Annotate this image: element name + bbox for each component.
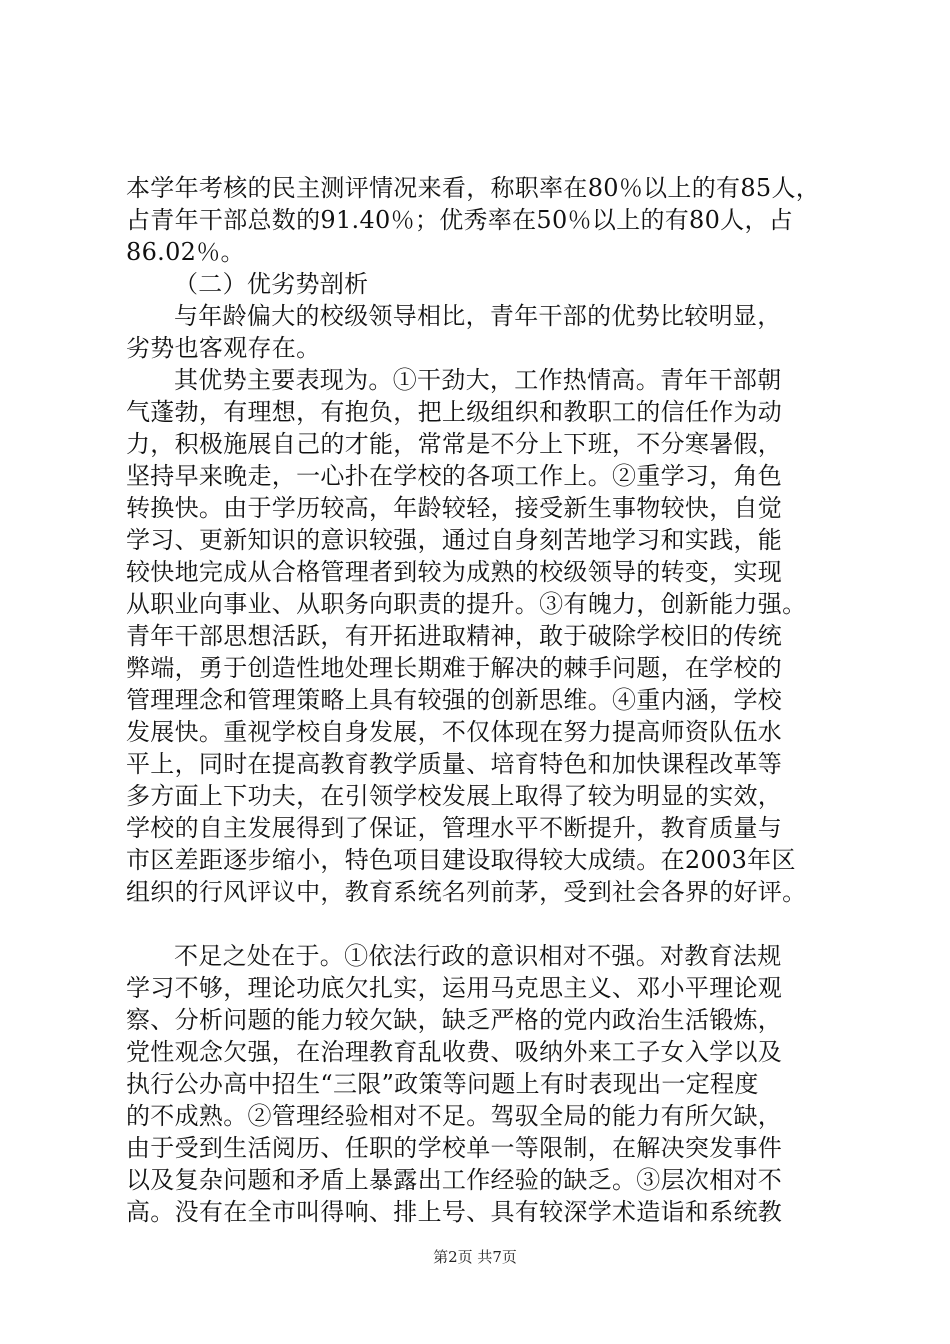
paragraph-gap (126, 908, 856, 940)
text-line: 气蓬勃，有理想，有抱负，把上级组织和教职工的信任作为动 (126, 398, 783, 426)
text-line: 坚持早来晚走，一心扑在学校的各项工作上。②重学习，角色 (126, 462, 783, 490)
text-line: 执行公办高中招生“三限”政策等问题上有时表现出一定程度 (126, 1070, 759, 1098)
text-line: 青年干部思想活跃，有开拓进取精神，敢于破除学校旧的传统 (126, 622, 783, 650)
text-line: 组织的行风评议中，教育系统名列前茅，受到社会各界的好评。 (126, 878, 807, 906)
text-line: 弊端，勇于创造性地处理长期难于解决的棘手问题，在学校的 (126, 654, 783, 682)
text-line: 转换快。由于学历较高，年龄较轻，接受新生事物较快，自觉 (126, 494, 783, 522)
text-line: 学习不够，理论功底欠扎实，运用马克思主义、邓小平理论观 (126, 974, 783, 1002)
text-line: 较快地完成从合格管理者到较为成熟的校级领导的转变，实现 (126, 558, 783, 586)
text-line: 平上，同时在提高教育教学质量、培育特色和加快课程改革等 (126, 750, 783, 778)
text-line: 本学年考核的民主测评情况来看，称职率在80％以上的有85人， (126, 174, 821, 202)
text-line: 其优势主要表现为。①干劲大，工作热情高。青年干部朝 (174, 366, 782, 394)
text-line: 不足之处在于。①依法行政的意识相对不强。对教育法规 (174, 942, 782, 970)
section-heading: （二）优劣势剖析 (174, 270, 369, 298)
text-line: 党性观念欠强，在治理教育乱收费、吸纳外来工子女入学以及 (126, 1038, 783, 1066)
text-line: 86.02％。 (126, 238, 245, 266)
text-line: 与年龄偏大的校级领导相比，青年干部的优势比较明显， (174, 302, 782, 330)
document-body (126, 172, 856, 1228)
text-line: 管理理念和管理策略上具有较强的创新思维。④重内涵，学校 (126, 686, 783, 714)
text-line: 劣势也客观存在。 (126, 334, 321, 362)
page-number-footer: 第2页 共7页 (433, 1248, 517, 1266)
text-line: 以及复杂问题和矛盾上暴露出工作经验的缺乏。③层次相对不 (126, 1166, 783, 1194)
text-line: 多方面上下功夫，在引领学校发展上取得了较为明显的实效， (126, 782, 783, 810)
text-line: 察、分析问题的能力较欠缺，缺乏严格的党内政治生活锻炼， (126, 1006, 783, 1034)
text-line: 市区差距逐步缩小，特色项目建设取得较大成绩。在2003年区 (126, 846, 796, 874)
text-line: 由于受到生活阅历、任职的学校单一等限制，在解决突发事件 (126, 1134, 783, 1162)
text-line: 高。没有在全市叫得响、排上号、具有较深学术造诣和系统教 (126, 1198, 783, 1226)
text-line: 学校的自主发展得到了保证，管理水平不断提升，教育质量与 (126, 814, 783, 842)
text-line: 的不成熟。②管理经验相对不足。驾驭全局的能力有所欠缺， (126, 1102, 783, 1130)
text-line: 发展快。重视学校自身发展，不仅体现在努力提高师资队伍水 (126, 718, 783, 746)
text-line: 从职业向事业、从职务向职责的提升。③有魄力，创新能力强。 (126, 590, 807, 618)
text-line: 力，积极施展自己的才能，常常是不分上下班，不分寒暑假， (126, 430, 783, 458)
text-line: 学习、更新知识的意识较强，通过自身刻苦地学习和实践，能 (126, 526, 783, 554)
text-line: 占青年干部总数的91.40％；优秀率在50％以上的有80人，占 (126, 206, 794, 234)
